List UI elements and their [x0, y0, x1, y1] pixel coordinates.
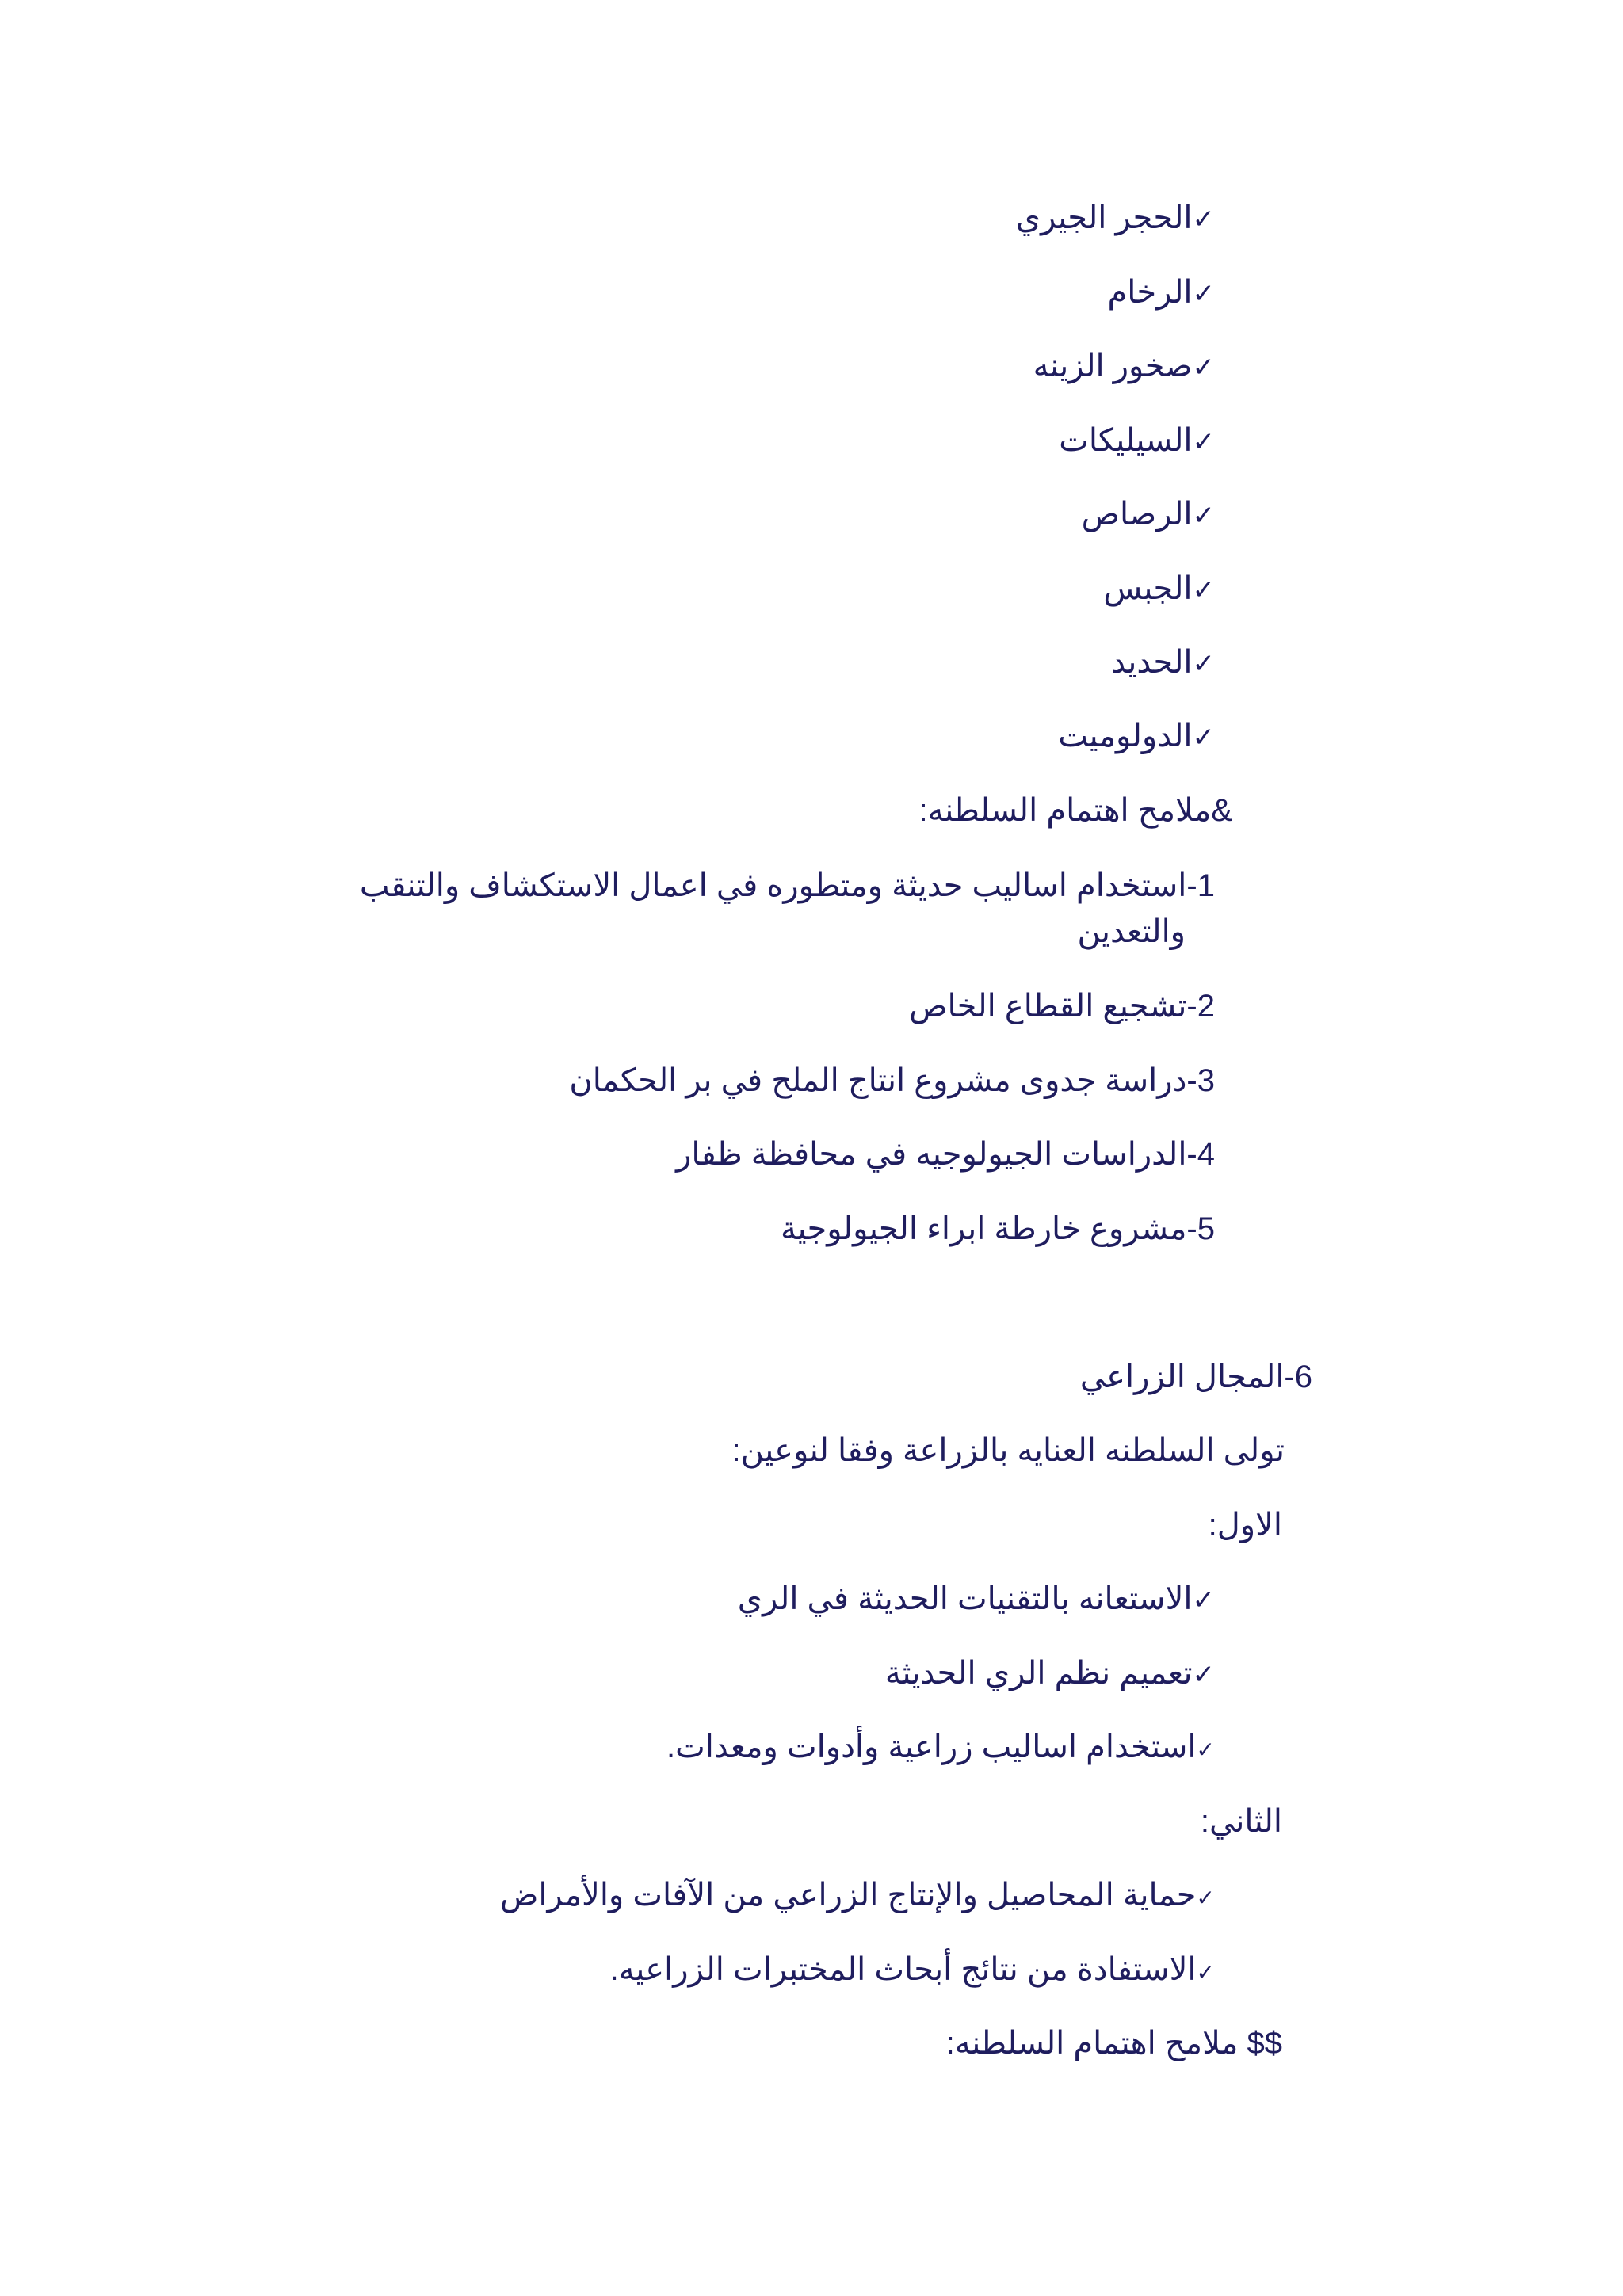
numbered-point: 1-استخدام اساليب حديثة ومتطوره في اعمال الاستكشاف والتنقب [359, 868, 1215, 903]
check-icon: ✓ [1196, 1885, 1215, 1911]
numbered-point: 3-دراسة جدوى مشروع انتاج الملح في بر الحكمان [569, 1063, 1215, 1098]
numbered-point: 2-تشجيع القطاع الخاص [909, 989, 1215, 1024]
list-item: ✓الحديد [1111, 645, 1215, 680]
list-item: ✓الاستعانه بالتقنيات الحديثة في الري [737, 1581, 1215, 1616]
list-item: ✓حماية المحاصيل والإنتاج الزراعي من الآفات والأمراض [500, 1878, 1215, 1913]
subsection-label: الثاني: [1200, 1804, 1282, 1839]
check-icon: ✓ [1192, 574, 1215, 606]
numbered-point-continuation: والتعدين [1077, 914, 1186, 949]
list-item: ✓الدولوميت [1058, 719, 1215, 753]
section-heading: &ملامح اهتمام السلطنه: [918, 793, 1232, 828]
list-item: ✓صخور الزينه [1033, 349, 1215, 383]
list-item: ✓الجبس [1103, 571, 1215, 606]
check-icon: ✓ [1192, 722, 1215, 753]
list-item: ✓الرخام [1107, 275, 1215, 310]
numbered-point: 4-الدراسات الجيولوجيه في محافظة ظفار [676, 1137, 1215, 1172]
check-icon: ✓ [1196, 1959, 1215, 1985]
check-icon: ✓ [1192, 426, 1215, 458]
list-item: ✓استخدام اساليب زراعية وأدوات ومعدات. [666, 1730, 1215, 1764]
numbered-point: 5-مشروع خارطة ابراء الجيولوجية [781, 1211, 1215, 1246]
section-heading: $$ ملامح اهتمام السلطنه: [945, 2026, 1282, 2061]
list-item: ✓الرصاص [1081, 497, 1215, 532]
check-icon: ✓ [1192, 1659, 1215, 1691]
list-item: ✓السيليكات [1059, 423, 1215, 458]
check-icon: ✓ [1192, 352, 1215, 383]
list-item: ✓تعميم نظم الري الحديثة [884, 1656, 1215, 1691]
paragraph: تولى السلطنه العنايه بالزراعة وفقا لنوعين: [731, 1433, 1285, 1468]
list-item: ✓الحجر الجيري [1015, 200, 1215, 235]
subsection-label: الاول: [1208, 1508, 1282, 1543]
list-item: ✓الاستفادة من نتائج أبحاث المختبرات الزراعيه. [609, 1952, 1215, 1987]
section-heading: 6-المجال الزراعي [1079, 1360, 1312, 1394]
check-icon: ✓ [1192, 204, 1215, 235]
check-icon: ✓ [1192, 500, 1215, 532]
check-icon: ✓ [1192, 1585, 1215, 1616]
check-icon: ✓ [1192, 278, 1215, 310]
check-icon: ✓ [1196, 1737, 1215, 1763]
check-icon: ✓ [1192, 648, 1215, 680]
